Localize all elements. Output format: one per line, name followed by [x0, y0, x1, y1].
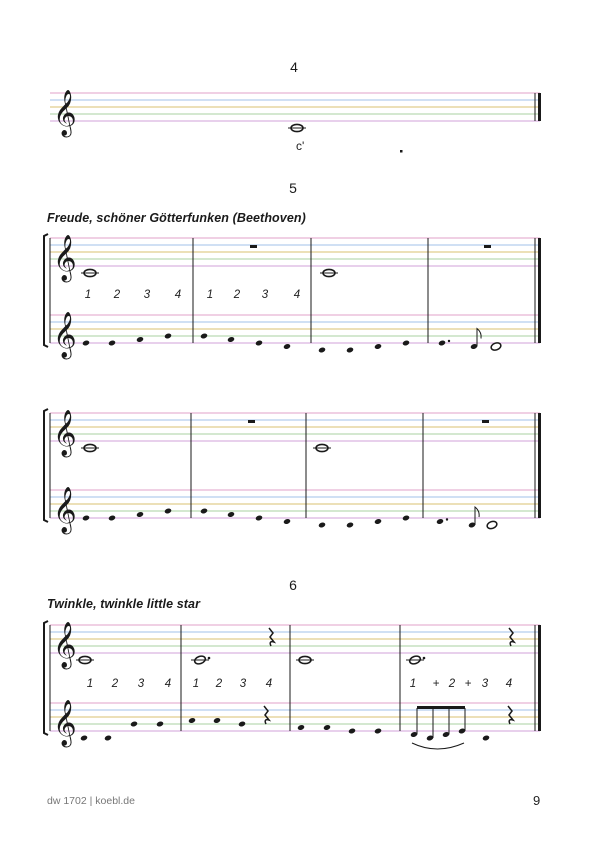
- quarter-note: [104, 735, 112, 742]
- grand-staff-exercise-5-line-2: [0, 405, 600, 535]
- quarter-note: [108, 515, 116, 522]
- quarter-note: [283, 518, 291, 525]
- beat-count: 4: [505, 678, 513, 690]
- quarter-rest: [509, 628, 514, 646]
- quarter-rest: [269, 628, 274, 646]
- beat-count: 2: [215, 678, 223, 690]
- final-bar-line: [538, 238, 541, 343]
- beat-count: 3: [481, 678, 489, 690]
- page-number: 9: [533, 793, 541, 808]
- note-dot: [208, 657, 211, 660]
- quarter-note: [346, 347, 354, 354]
- note-dot: [423, 657, 426, 660]
- quarter-note: [213, 717, 221, 724]
- whole-rest: [248, 420, 255, 423]
- note-label: c': [296, 139, 305, 153]
- system-bracket: [44, 621, 48, 735]
- system-bracket: [44, 409, 48, 522]
- treble-clef-icon: 𝄞: [53, 235, 77, 281]
- quarter-note: [374, 518, 382, 525]
- quarter-note: [374, 728, 382, 735]
- beat-count: 4: [293, 289, 301, 301]
- beat-count: 1: [86, 678, 94, 690]
- beat-count: 1: [84, 289, 92, 301]
- whole-rest: [482, 420, 489, 423]
- quarter-note: [156, 721, 164, 728]
- grand-staff-exercise-6: [0, 617, 600, 757]
- quarter-rest: [264, 706, 269, 724]
- quarter-note: [80, 735, 88, 742]
- quarter-note: [136, 336, 144, 343]
- beat-count: 3: [143, 289, 151, 301]
- quarter-note: [130, 721, 138, 728]
- exercise-number: 6: [289, 577, 297, 593]
- beat-count: 1: [192, 678, 200, 690]
- quarter-note: [164, 508, 172, 515]
- eighth-beam: [417, 706, 465, 709]
- quarter-note: [482, 735, 490, 742]
- quarter-rest: [508, 706, 513, 724]
- beat-count: 1: [409, 678, 417, 690]
- beat-count: +: [432, 678, 440, 690]
- quarter-note: [436, 518, 444, 525]
- whole-rest: [484, 245, 491, 248]
- footer-publisher: dw 1702 | koebl.de: [47, 795, 135, 807]
- beat-count: 3: [261, 289, 269, 301]
- quarter-note: [374, 343, 382, 350]
- quarter-note: [255, 340, 263, 347]
- eighth-flag: [475, 507, 479, 525]
- quarter-note: [402, 340, 410, 347]
- quarter-note: [227, 511, 235, 518]
- piece-title: Freude, schöner Götterfunken (Beethoven): [47, 211, 306, 225]
- quarter-note: [297, 724, 305, 731]
- quarter-note: [255, 515, 263, 522]
- quarter-note: [348, 728, 356, 735]
- whole-rest: [250, 245, 257, 248]
- quarter-note: [238, 721, 246, 728]
- final-bar-line: [538, 625, 541, 731]
- beat-count: 2: [113, 289, 121, 301]
- quarter-note: [188, 717, 196, 724]
- half-note: [486, 520, 498, 530]
- quarter-note: [346, 522, 354, 529]
- grand-staff-exercise-5-line-1: [0, 230, 600, 360]
- quarter-note: [283, 343, 291, 350]
- quarter-note: [323, 724, 331, 731]
- exercise-number: 4: [290, 59, 298, 75]
- quarter-note: [164, 333, 172, 340]
- beat-count: 3: [137, 678, 145, 690]
- quarter-note: [200, 333, 208, 340]
- treble-clef-icon: 𝄞: [53, 410, 77, 456]
- treble-clef-icon: 𝄞: [53, 90, 77, 136]
- beat-count: 2: [111, 678, 119, 690]
- beat-count: 4: [265, 678, 273, 690]
- beat-count: 4: [174, 289, 182, 301]
- treble-clef-icon: 𝄞: [53, 487, 77, 533]
- beat-count: 1: [206, 289, 214, 301]
- quarter-note: [402, 515, 410, 522]
- staff-exercise-4: [0, 85, 600, 225]
- final-bar-line: [538, 413, 541, 518]
- quarter-note: [82, 515, 90, 522]
- quarter-note: [438, 340, 446, 347]
- slur: [412, 743, 464, 749]
- beat-count: 3: [239, 678, 247, 690]
- quarter-note: [318, 522, 326, 529]
- treble-clef-icon: 𝄞: [53, 312, 77, 358]
- final-bar-line: [538, 93, 541, 121]
- treble-clef-icon: 𝄞: [53, 622, 77, 668]
- beat-count: 2: [448, 678, 456, 690]
- exercise-number: 5: [289, 180, 297, 196]
- quarter-note: [82, 340, 90, 347]
- beat-count: 4: [164, 678, 172, 690]
- beat-count: 2: [233, 289, 241, 301]
- note-dot: [446, 518, 448, 520]
- quarter-note: [227, 336, 235, 343]
- treble-clef-icon: 𝄞: [53, 700, 77, 746]
- piece-title: Twinkle, twinkle little star: [47, 597, 201, 611]
- beat-count: +: [464, 678, 472, 690]
- ink-dot: [400, 150, 403, 153]
- quarter-note: [136, 511, 144, 518]
- system-bracket: [44, 234, 48, 347]
- note-dot: [448, 340, 450, 342]
- quarter-note: [108, 340, 116, 347]
- quarter-note: [318, 347, 326, 354]
- quarter-note: [200, 508, 208, 515]
- eighth-flag: [477, 329, 481, 347]
